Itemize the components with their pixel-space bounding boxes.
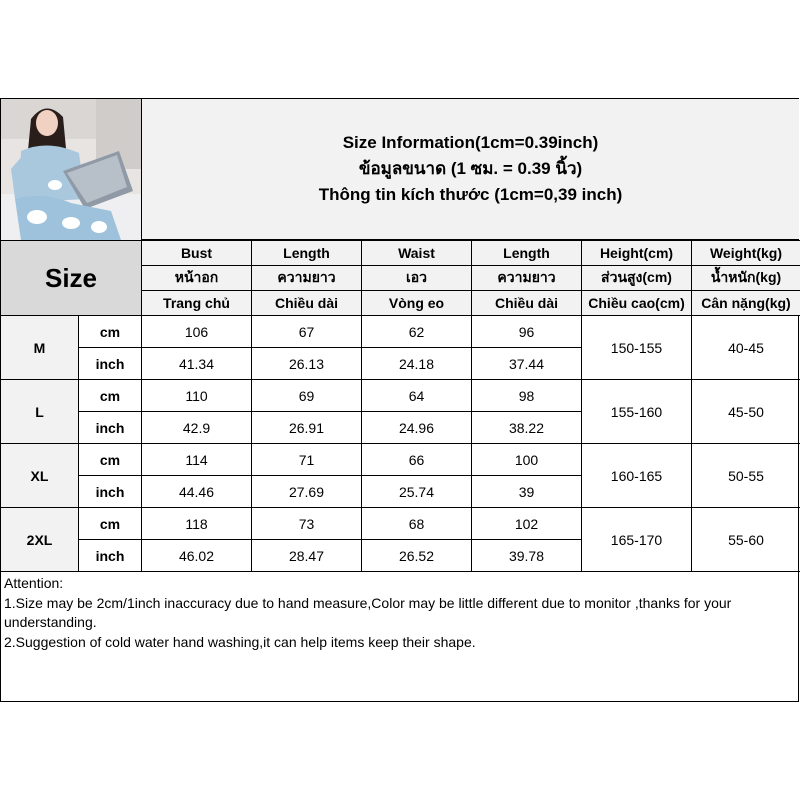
column-header: ส่วนสูง(cm)	[582, 266, 692, 291]
table-cell: 62	[362, 316, 472, 348]
table-cell: 110	[142, 380, 252, 412]
column-header: Waist	[362, 241, 472, 266]
unit-label: cm	[79, 380, 142, 412]
header-row-english	[1, 241, 800, 266]
unit-label: cm	[79, 444, 142, 476]
unit-label: inch	[79, 540, 142, 572]
table-cell: 26.13	[252, 348, 362, 380]
table-cell: 27.69	[252, 476, 362, 508]
table-cell: 42.9	[142, 412, 252, 444]
unit-label: inch	[79, 476, 142, 508]
table-cell: 71	[252, 444, 362, 476]
table-cell: 102	[472, 508, 582, 540]
table-cell: 98	[472, 380, 582, 412]
note-measurement: 1.Size may be 2cm/1inch inaccuracy due to hand measure,Color may be little different due to monitor ,thanks for your understanding.	[4, 594, 732, 630]
table-row	[1, 508, 800, 540]
column-header: Length	[252, 241, 362, 266]
title-line-vietnamese: Thông tin kích thước (1cm=0,39 inch)	[318, 185, 623, 204]
table-cell: 46.02	[142, 540, 252, 572]
height-range: 150-155	[582, 316, 692, 380]
size-name: M	[1, 316, 79, 380]
unit-label: cm	[79, 508, 142, 540]
column-header: หน้าอก	[142, 266, 252, 291]
table-cell: 39	[472, 476, 582, 508]
column-header: Weight(kg)	[692, 241, 800, 266]
model-pajamas-image	[1, 99, 141, 240]
note-washing: 2.Suggestion of cold water hand washing,it can help items keep their shape.	[4, 633, 476, 650]
table-cell: 64	[362, 380, 472, 412]
size-name: L	[1, 380, 79, 444]
table-cell: 96	[472, 316, 582, 348]
table-row	[1, 380, 800, 412]
weight-range: 45-50	[692, 380, 800, 444]
table-cell: 39.78	[472, 540, 582, 572]
table-cell: 24.18	[362, 348, 472, 380]
height-range: 160-165	[582, 444, 692, 508]
column-header: ความยาว	[252, 266, 362, 291]
size-header: Size	[1, 241, 142, 316]
table-cell: 25.74	[362, 476, 472, 508]
column-header: Chiều dài	[472, 291, 582, 316]
column-header: น้ำหนัก(kg)	[692, 266, 800, 291]
table-cell: 73	[252, 508, 362, 540]
column-header: ความยาว	[472, 266, 582, 291]
column-header: Chiều dài	[252, 291, 362, 316]
table-cell: 26.52	[362, 540, 472, 572]
column-header: Bust	[142, 241, 252, 266]
table-cell: 69	[252, 380, 362, 412]
table-cell: 106	[142, 316, 252, 348]
weight-range: 50-55	[692, 444, 800, 508]
size-table	[0, 240, 800, 572]
table-cell: 38.22	[472, 412, 582, 444]
table-cell: 26.91	[252, 412, 362, 444]
table-row	[1, 444, 800, 476]
size-name: XL	[1, 444, 79, 508]
table-cell: 28.47	[252, 540, 362, 572]
column-header: เอว	[362, 266, 472, 291]
size-name: 2XL	[1, 508, 79, 572]
table-cell: 41.34	[142, 348, 252, 380]
unit-label: cm	[79, 316, 142, 348]
table-cell: 68	[362, 508, 472, 540]
table-cell: 67	[252, 316, 362, 348]
unit-label: inch	[79, 348, 142, 380]
table-cell: 66	[362, 444, 472, 476]
table-row	[1, 316, 800, 348]
weight-range: 55-60	[692, 508, 800, 572]
column-header: Cân nặng(kg)	[692, 291, 800, 316]
column-header: Vòng eo	[362, 291, 472, 316]
attention-heading: Attention:	[4, 575, 64, 591]
column-header: Chiều cao(cm)	[582, 291, 692, 316]
table-cell: 44.46	[142, 476, 252, 508]
height-range: 155-160	[582, 380, 692, 444]
unit-label: inch	[79, 412, 142, 444]
title-line-thai: ข้อมูลขนาด (1 ซม. = 0.39 นิ้ว)	[358, 159, 583, 178]
height-range: 165-170	[582, 508, 692, 572]
weight-range: 40-45	[692, 316, 800, 380]
table-cell: 114	[142, 444, 252, 476]
table-cell: 100	[472, 444, 582, 476]
table-cell: 37.44	[472, 348, 582, 380]
size-information-title	[141, 99, 799, 240]
attention-notes	[4, 574, 794, 652]
product-photo	[1, 99, 141, 240]
table-cell: 24.96	[362, 412, 472, 444]
column-header: Height(cm)	[582, 241, 692, 266]
table-cell: 118	[142, 508, 252, 540]
column-header: Length	[472, 241, 582, 266]
title-line-english: Size Information(1cm=0.39inch)	[342, 133, 599, 152]
column-header: Trang chủ	[142, 291, 252, 316]
